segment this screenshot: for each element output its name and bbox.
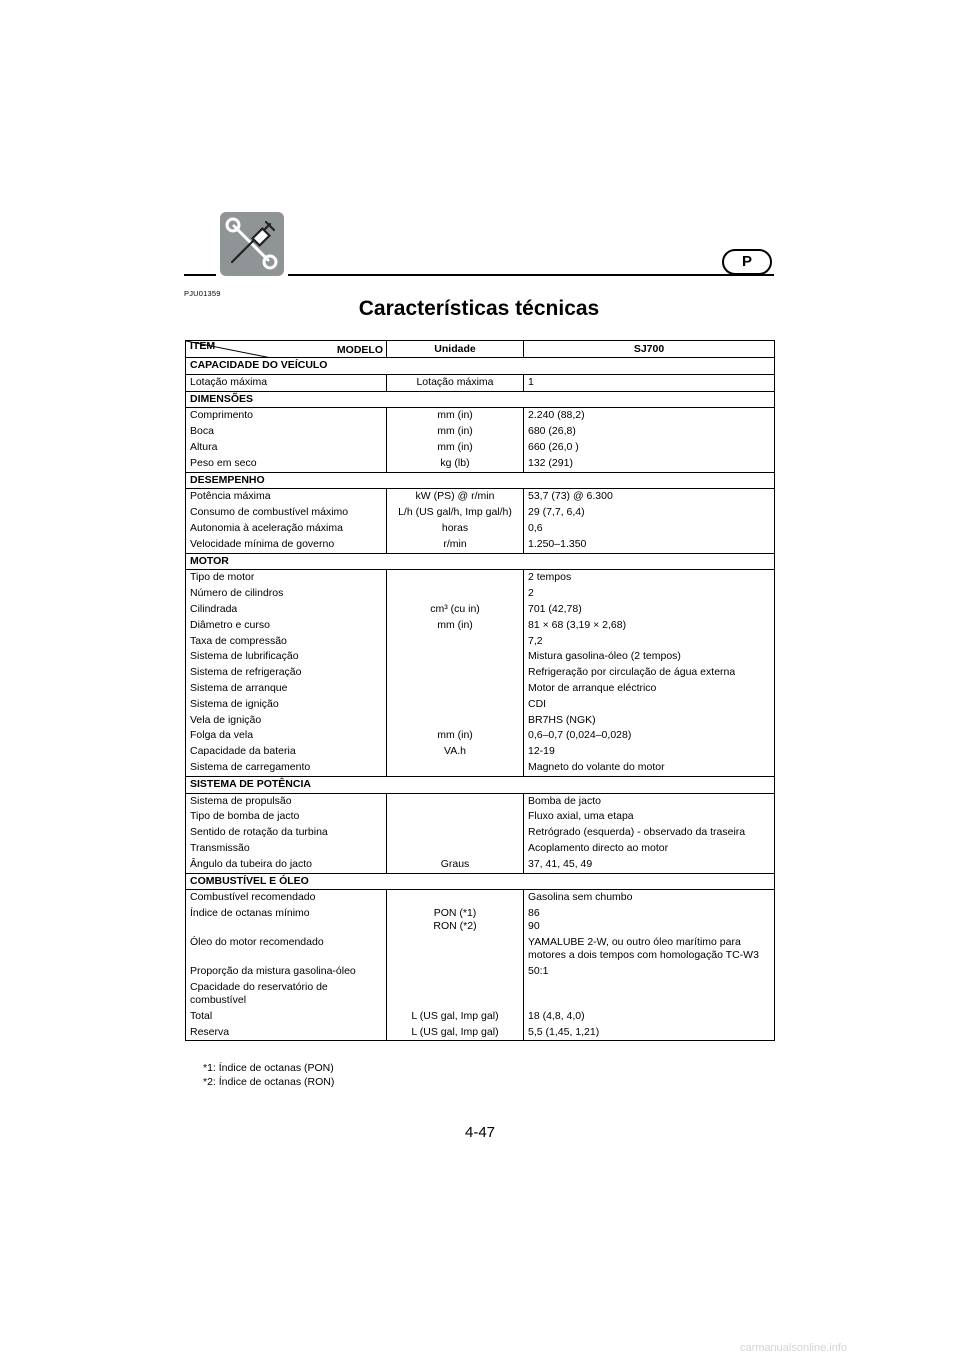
row-unit: mm (in) — [387, 408, 524, 424]
row-unit: Lotação máxima — [387, 374, 524, 391]
row-value: CDI — [524, 697, 775, 713]
row-value: 0,6–0,7 (0,024–0,028) — [524, 728, 775, 744]
row-unit: L (US gal, Imp gal) — [387, 1025, 524, 1041]
table-row — [186, 980, 775, 1009]
table-row — [186, 374, 775, 391]
row-unit: cm³ (cu in) — [387, 602, 524, 618]
row-item: Vela de ignição — [186, 713, 387, 729]
row-unit — [387, 980, 524, 1009]
table-row — [186, 760, 775, 776]
row-item: Comprimento — [186, 408, 387, 424]
row-value: Motor de arranque eléctrico — [524, 681, 775, 697]
row-item: Sistema de refrigeração — [186, 665, 387, 681]
table-row — [186, 825, 775, 841]
table-row — [186, 440, 775, 456]
row-unit — [387, 634, 524, 650]
table-row — [186, 681, 775, 697]
row-unit: mm (in) — [387, 618, 524, 634]
row-unit — [387, 681, 524, 697]
row-unit — [387, 570, 524, 586]
specifications-table — [185, 340, 775, 1041]
row-unit — [387, 841, 524, 857]
row-unit: VA.h — [387, 744, 524, 760]
row-unit — [387, 890, 524, 906]
row-unit — [387, 665, 524, 681]
table-row — [186, 618, 775, 634]
table-row — [186, 537, 775, 553]
table-row — [186, 857, 775, 873]
table-row — [186, 424, 775, 440]
row-unit: Graus — [387, 857, 524, 873]
row-item: Ângulo da tubeira do jacto — [186, 857, 387, 873]
row-value: 2 — [524, 586, 775, 602]
row-value: 2 tempos — [524, 570, 775, 586]
row-value: 37, 41, 45, 49 — [524, 857, 775, 873]
row-unit: mm (in) — [387, 728, 524, 744]
footnote: *1: Índice de octanas (PON) — [203, 1062, 334, 1074]
row-item: Autonomia à aceleração máxima — [186, 521, 387, 537]
table-row — [186, 728, 775, 744]
table-row — [186, 964, 775, 980]
table-row — [186, 935, 775, 964]
table-row — [186, 793, 775, 809]
table-row — [186, 649, 775, 665]
section-title: MOTOR — [186, 553, 775, 570]
row-item: Combustível recomendado — [186, 890, 387, 906]
row-value: Magneto do volante do motor — [524, 760, 775, 776]
row-unit: kg (lb) — [387, 456, 524, 472]
row-item: Capacidade da bateria — [186, 744, 387, 760]
table-row — [186, 634, 775, 650]
row-value: 29 (7,7, 6,4) — [524, 505, 775, 521]
row-unit: L (US gal, Imp gal) — [387, 1009, 524, 1025]
table-row — [186, 906, 775, 935]
row-unit: kW (PS) @ r/min — [387, 489, 524, 505]
table-header-row — [186, 341, 775, 358]
row-item: Proporção da mistura gasolina-óleo — [186, 964, 387, 980]
section-header-row — [186, 391, 775, 408]
table-row — [186, 713, 775, 729]
table-row — [186, 602, 775, 618]
row-unit: horas — [387, 521, 524, 537]
table-row — [186, 1025, 775, 1041]
header-model-name: SJ700 — [524, 341, 775, 358]
row-value: Refrigeração por circulação de água externa — [524, 665, 775, 681]
row-value: 1 — [524, 374, 775, 391]
table-row — [186, 505, 775, 521]
row-value: 2.240 (88,2) — [524, 408, 775, 424]
table-row — [186, 1009, 775, 1025]
row-item: Boca — [186, 424, 387, 440]
row-item: Taxa de compressão — [186, 634, 387, 650]
section-header-row — [186, 873, 775, 890]
row-unit: r/min — [387, 537, 524, 553]
row-value: Fluxo axial, uma etapa — [524, 809, 775, 825]
row-item: Sistema de ignição — [186, 697, 387, 713]
row-value: Bomba de jacto — [524, 793, 775, 809]
watermark: carmanualsonline.info — [740, 1342, 848, 1354]
section-title: COMBUSTÍVEL E ÓLEO — [186, 873, 775, 890]
row-value: 53,7 (73) @ 6.300 — [524, 489, 775, 505]
row-value — [524, 980, 775, 1009]
row-item: Transmissão — [186, 841, 387, 857]
table-row — [186, 744, 775, 760]
row-value: Gasolina sem chumbo — [524, 890, 775, 906]
row-item: Folga da vela — [186, 728, 387, 744]
tools-icon — [220, 212, 284, 276]
row-unit — [387, 809, 524, 825]
section-title: CAPACIDADE DO VEÍCULO — [186, 358, 775, 375]
row-item: Consumo de combustível máximo — [186, 505, 387, 521]
row-value: 18 (4,8, 4,0) — [524, 1009, 775, 1025]
table-row — [186, 697, 775, 713]
row-item: Tipo de bomba de jacto — [186, 809, 387, 825]
row-item: Peso em seco — [186, 456, 387, 472]
row-value: YAMALUBE 2-W, ou outro óleo marítimo para motores a dois tempos com homologação TC-W3 — [524, 935, 775, 964]
page-title: Características técnicas — [358, 297, 600, 320]
row-item: Sentido de rotação da turbina — [186, 825, 387, 841]
section-header-row — [186, 776, 775, 793]
table-row — [186, 586, 775, 602]
row-value: 12-19 — [524, 744, 775, 760]
row-value: 5,5 (1,45, 1,21) — [524, 1025, 775, 1041]
header-model-item-cell — [186, 341, 387, 358]
header-item-label: ITEM — [190, 340, 216, 353]
row-item: Total — [186, 1009, 387, 1025]
row-value: 0,6 — [524, 521, 775, 537]
row-unit — [387, 964, 524, 980]
table-row — [186, 570, 775, 586]
row-item: Sistema de propulsão — [186, 793, 387, 809]
row-value: 701 (42,78) — [524, 602, 775, 618]
row-item: Velocidade mínima de governo — [186, 537, 387, 553]
row-value: 132 (291) — [524, 456, 775, 472]
row-value: Retrógrado (esquerda) - observado da traseira — [524, 825, 775, 841]
row-item: Número de cilindros — [186, 586, 387, 602]
row-unit: mm (in) — [387, 440, 524, 456]
row-item: Altura — [186, 440, 387, 456]
language-badge: P — [722, 249, 772, 275]
row-item: Óleo do motor recomendado — [186, 935, 387, 964]
row-item: Sistema de carregamento — [186, 760, 387, 776]
row-unit — [387, 935, 524, 964]
row-item: Lotação máxima — [186, 374, 387, 391]
row-item: Reserva — [186, 1025, 387, 1041]
section-title: SISTEMA DE POTÊNCIA — [186, 776, 775, 793]
row-unit: L/h (US gal/h, Imp gal/h) — [387, 505, 524, 521]
page-number: 4-47 — [464, 1124, 496, 1141]
table-row — [186, 809, 775, 825]
section-title: DESEMPENHO — [186, 472, 775, 489]
row-unit — [387, 649, 524, 665]
header-rule-left — [184, 274, 216, 276]
table-row — [186, 665, 775, 681]
row-item: Diâmetro e curso — [186, 618, 387, 634]
row-item: Cilindrada — [186, 602, 387, 618]
row-unit — [387, 697, 524, 713]
row-item: Tipo de motor — [186, 570, 387, 586]
section-title: DIMENSÕES — [186, 391, 775, 408]
row-value: 81 × 68 (3,19 × 2,68) — [524, 618, 775, 634]
row-value: 660 (26,0 ) — [524, 440, 775, 456]
row-value: 1.250–1.350 — [524, 537, 775, 553]
row-unit — [387, 713, 524, 729]
row-item: Sistema de lubrificação — [186, 649, 387, 665]
table-row — [186, 489, 775, 505]
section-header-row — [186, 553, 775, 570]
row-value: 7,2 — [524, 634, 775, 650]
row-unit — [387, 586, 524, 602]
section-header-row — [186, 358, 775, 375]
table-row — [186, 408, 775, 424]
row-unit: mm (in) — [387, 424, 524, 440]
row-unit — [387, 760, 524, 776]
table-row — [186, 521, 775, 537]
row-item: Índice de octanas mínimo — [186, 906, 387, 935]
row-value: 680 (26,8) — [524, 424, 775, 440]
row-value: 86 90 — [524, 906, 775, 935]
row-unit: PON (*1) RON (*2) — [387, 906, 524, 935]
footnote: *2: Índice de octanas (RON) — [203, 1075, 335, 1088]
header-unit-label: Unidade — [387, 341, 524, 358]
row-item: Potência máxima — [186, 489, 387, 505]
row-item: Cpacidade do reservatório de combustível — [186, 980, 387, 1009]
row-item: Sistema de arranque — [186, 681, 387, 697]
row-value: Acoplamento directo ao motor — [524, 841, 775, 857]
header-modelo-label: MODELO — [336, 344, 383, 356]
document-code: PJU01359 — [184, 289, 221, 298]
row-unit — [387, 793, 524, 809]
table-row — [186, 456, 775, 472]
header-rule-right — [288, 274, 774, 276]
row-value: BR7HS (NGK) — [524, 713, 775, 729]
table-row — [186, 890, 775, 906]
table-row — [186, 841, 775, 857]
row-unit — [387, 825, 524, 841]
row-value: 50:1 — [524, 964, 775, 980]
row-value: Mistura gasolina-óleo (2 tempos) — [524, 649, 775, 665]
section-header-row — [186, 472, 775, 489]
footnotes — [203, 1062, 334, 1089]
